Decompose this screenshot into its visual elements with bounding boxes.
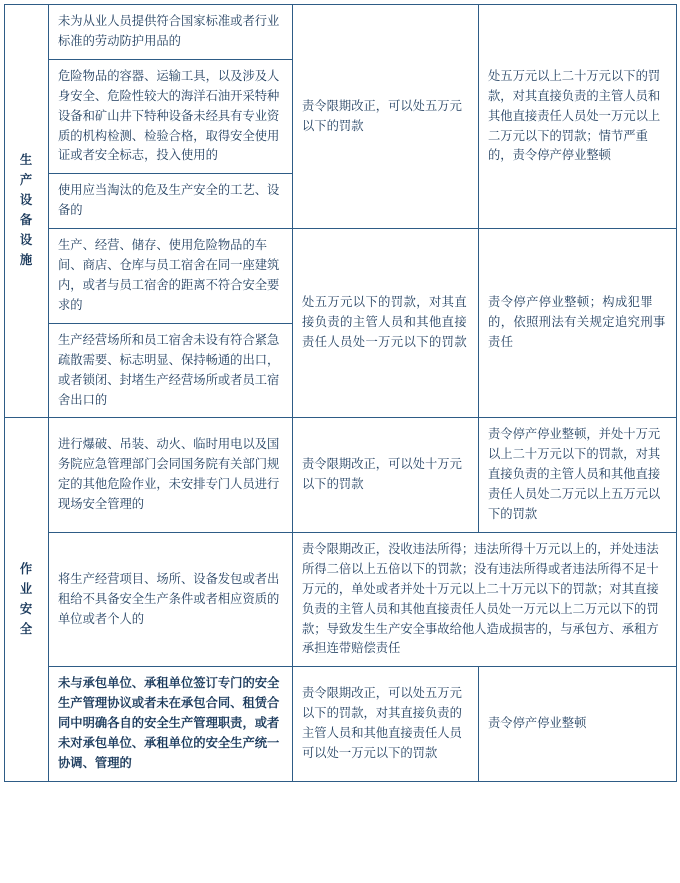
violation-item: 生产、经营、储存、使用危险物品的车间、商店、仓库与员工宿舍在同一座建筑内，或者与员工宿舍的距离不符合安全要求的 [49,229,293,324]
violation-item: 危险物品的容器、运输工具，以及涉及人身安全、危险性较大的海洋石油开采特种设备和矿山井下特种设备未经具有专业资质的机构检测、检验合格，取得安全使用证或者安全标志，投入使用的 [49,59,293,174]
violation-item: 进行爆破、吊装、动火、临时用电以及国务院应急管理部门会同国务院有关部门规定的其他危险作业，未安排专门人员进行现场安全管理的 [49,418,293,533]
penalty-cell: 责令限期改正，可以处五万元以下的罚款，对其直接负责的主管人员和其他直接责任人员可以处一万元以下的罚款 [293,667,479,782]
category-cell-production-equipment: 生产设备设施 [5,5,49,418]
violation-item: 生产经营场所和员工宿舍未设有符合紧急疏散需要、标志明显、保持畅通的出口，或者锁闭、封堵生产经营场所或者员工宿舍出口的 [49,323,293,418]
responsible-penalty-cell: 处五万元以上二十万元以下的罚款，对其直接负责的主管人员和其他直接责任人员处一万元以上二万元以下的罚款；情节严重的，责令停产停业整顿 [479,5,677,229]
table-row [5,532,677,666]
table-row [5,5,677,60]
responsible-penalty-cell: 责令停产停业整顿，并处十万元以上二十万元以下的罚款，对其直接负责的主管人员和其他直接责任人员处二万元以上五万元以下的罚款 [479,418,677,533]
penalty-cell-merged: 责令限期改正，没收违法所得；违法所得十万元以上的，并处违法所得二倍以上五倍以下的罚款；没有违法所得或者违法所得不足十万元的，单处或者并处十万元以上二十万元以下的罚款；对其直接负责的主管人员和其他直接责任人员处一万元以上二万元以下的罚款；导致发生生产安全事故给他人造成损害的，与承包方、承租方承担连带赔偿责任 [293,532,677,666]
penalty-cell: 责令限期改正，可以处五万元以下的罚款 [293,5,479,229]
responsible-penalty-cell: 责令停产停业整顿 [479,667,677,782]
category-cell-operation-safety: 作业安全 [5,418,49,782]
table-row [5,667,677,782]
violation-item: 使用应当淘汰的危及生产安全的工艺、设备的 [49,174,293,229]
regulation-table [4,4,677,782]
violation-item: 未与承包单位、承租单位签订专门的安全生产管理协议或者未在承包合同、租赁合同中明确各自的安全生产管理职责，或者未对承包单位、承租单位的安全生产统一协调、管理的 [49,667,293,782]
violation-item: 未为从业人员提供符合国家标准或者行业标准的劳动防护用品的 [49,5,293,60]
table-row [5,418,677,533]
violation-item: 将生产经营项目、场所、设备发包或者出租给不具备安全生产条件或者相应资质的单位或者个人的 [49,532,293,666]
table-row [5,229,677,324]
responsible-penalty-cell: 责令停产停业整顿；构成犯罪的，依照刑法有关规定追究刑事责任 [479,229,677,418]
penalty-cell: 处五万元以下的罚款，对其直接负责的主管人员和其他直接责任人员处一万元以下的罚款 [293,229,479,418]
penalty-cell: 责令限期改正，可以处十万元以下的罚款 [293,418,479,533]
